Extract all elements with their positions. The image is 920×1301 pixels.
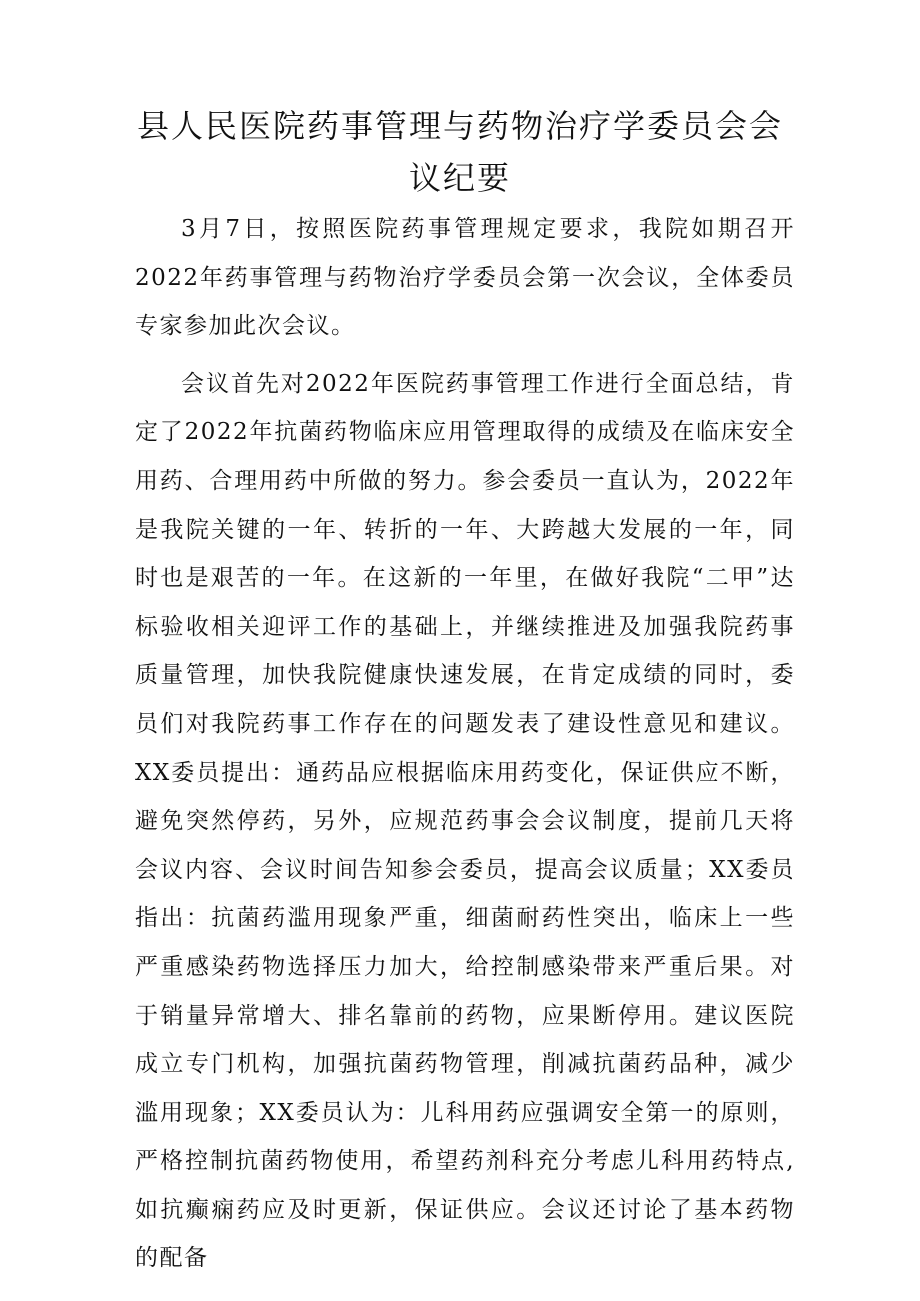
document-title: 县人民医院药事管理与药物治疗学委员会会议纪要 [136,107,783,197]
document-body [135,205,795,1292]
paragraph-meeting-summary: 会议首先对2022年医院药事管理工作进行全面总结，肯定了2022年抗菌药物临床应用管理取得的成绩及在临床安全用药、合理用药中所做的努力。参会委员一直认为，2022年是我院关键的一年、转折的一年、大跨越大发展的一年，同时也是艰苦的一年。在这新的一年里，在做好我院“二甲”达标验收相关迎评工作的基础上，并继续推进及加强我院药事质量管理，加快我院健康快速发展，在肯定成绩的同时，委员们对我院药事工作存在的问题发表了建设性意见和建议。XX委员提出：通药品应根据临床用药变化，保证供应不断，避免突然停药，另外，应规范药事会会议制度，提前几天将会议内容、会议时间告知参会委员，提高会议质量；XX委员指出：抗菌药滥用现象严重，细菌耐药性突出，临床上一些严重感染药物选择压力加大，给控制感染带来严重后果。对于销量异常增大、排名靠前的药物，应果断停用。建议医院成立专门机构，加强抗菌药物管理，削减抗菌药品种，减少滥用现象；XX委员认为：儿科用药应强调安全第一的原则，严格控制抗菌药物使用，希望药剂科充分考虑儿科用药特点,如抗癫痫药应及时更新，保证供应。会议还讨论了基本药物的配备 [135,370,795,1272]
paragraph-meeting-intro: 3月7日，按照医院药事管理规定要求，我院如期召开2022年药事管理与药物治疗学委员会第一次会议，全体委员专家参加此次会议。 [135,216,795,340]
